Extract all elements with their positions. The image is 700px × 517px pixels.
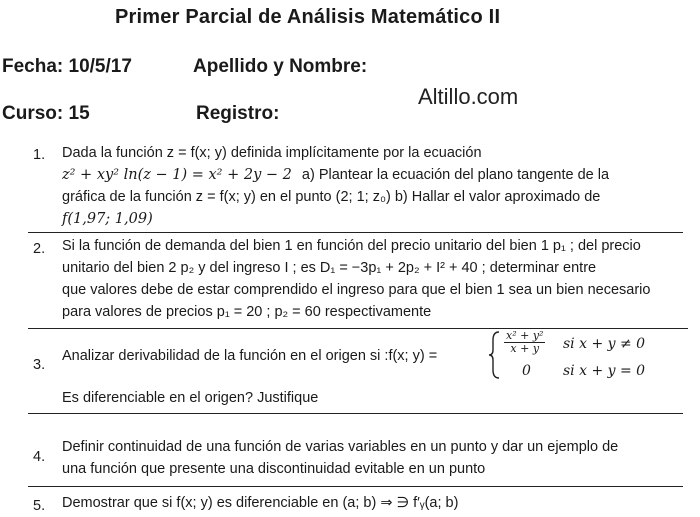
- question-1: [62, 142, 692, 230]
- question-1-line-1: Dada la función z = f(x; y) definida implícitamente por la ecuación: [62, 145, 482, 161]
- curso-label: Curso: 15: [2, 103, 90, 124]
- question-5-line-1: Demostrar que si f(x; y) es diferenciable en (a; b) ⇒ ∋ f′ᵧ(a; b): [62, 495, 459, 511]
- question-1-line-2: [62, 164, 692, 186]
- question-2-line-1: Si la función de demanda del bien 1 en función del precio unitario del bien 1 p₁ ; del precio: [62, 238, 641, 254]
- divider-4: [28, 486, 683, 487]
- question-4-line-1: Definir continuidad de una función de varias variables en un punto y dar un ejemplo de: [62, 439, 619, 455]
- divider-3: [28, 413, 683, 414]
- divider-1: [28, 232, 683, 233]
- apellido-label: Apellido y Nombre:: [193, 56, 368, 77]
- question-2-line-4: para valores de precios p₁ = 20 ; p₂ = 60 respectivamente: [62, 304, 432, 320]
- piecewise-brace: [487, 330, 503, 380]
- question-2: [62, 235, 697, 323]
- exam-title: Primer Parcial de Análisis Matemático II: [115, 6, 501, 28]
- case-1-condition: si x + y ≠ 0: [563, 336, 646, 352]
- question-1-line-4: f(1,97; 1,09): [62, 211, 153, 227]
- question-2-line-2: unitario del bien 2 p₂ y del ingreso I ; es D₁ = −3p₁ + 2p₂ + I² + 40 ; determinar entre: [62, 260, 597, 276]
- question-3-number: 3.: [33, 357, 46, 373]
- question-3-line-1: Analizar derivabilidad de la función en el origen si :f(x; y) =: [62, 348, 438, 364]
- registro-label: Registro:: [196, 103, 280, 124]
- question-3-line-2: Es diferenciable en el origen? Justifique: [62, 390, 319, 406]
- fecha-label: Fecha: 10/5/17: [2, 56, 132, 77]
- question-4: [62, 436, 692, 480]
- fraction-numerator: x² + y²: [506, 329, 544, 342]
- question-1-equation: z² + xy² ln(z − 1) = x² + 2y − 2: [62, 167, 292, 183]
- question-2-number: 2.: [33, 241, 46, 257]
- question-4-line-2: una función que presente una discontinuidad evitable en un punto: [62, 461, 486, 477]
- fraction-denominator: x + y: [510, 342, 540, 355]
- question-1-part-a: a) Plantear la ecuación del plano tangente de la: [301, 167, 610, 183]
- divider-2: [28, 328, 688, 329]
- question-1-line-3: gráfica de la función z = f(x; y) en el punto (2; 1; z₀) b) Hallar el valor aproximado de: [62, 189, 601, 205]
- question-5-number: 5.: [33, 498, 46, 514]
- question-4-number: 4.: [33, 449, 46, 465]
- case-2-condition: si x + y = 0: [563, 363, 646, 379]
- question-1-number: 1.: [33, 147, 46, 163]
- watermark: Altillo.com: [418, 84, 519, 109]
- piecewise-fraction: [504, 330, 545, 355]
- question-2-line-3: que valores debe de estar comprendido el ingreso para que el bien 1 sea un bien necesario: [62, 282, 651, 298]
- case-2-value: 0: [522, 363, 531, 379]
